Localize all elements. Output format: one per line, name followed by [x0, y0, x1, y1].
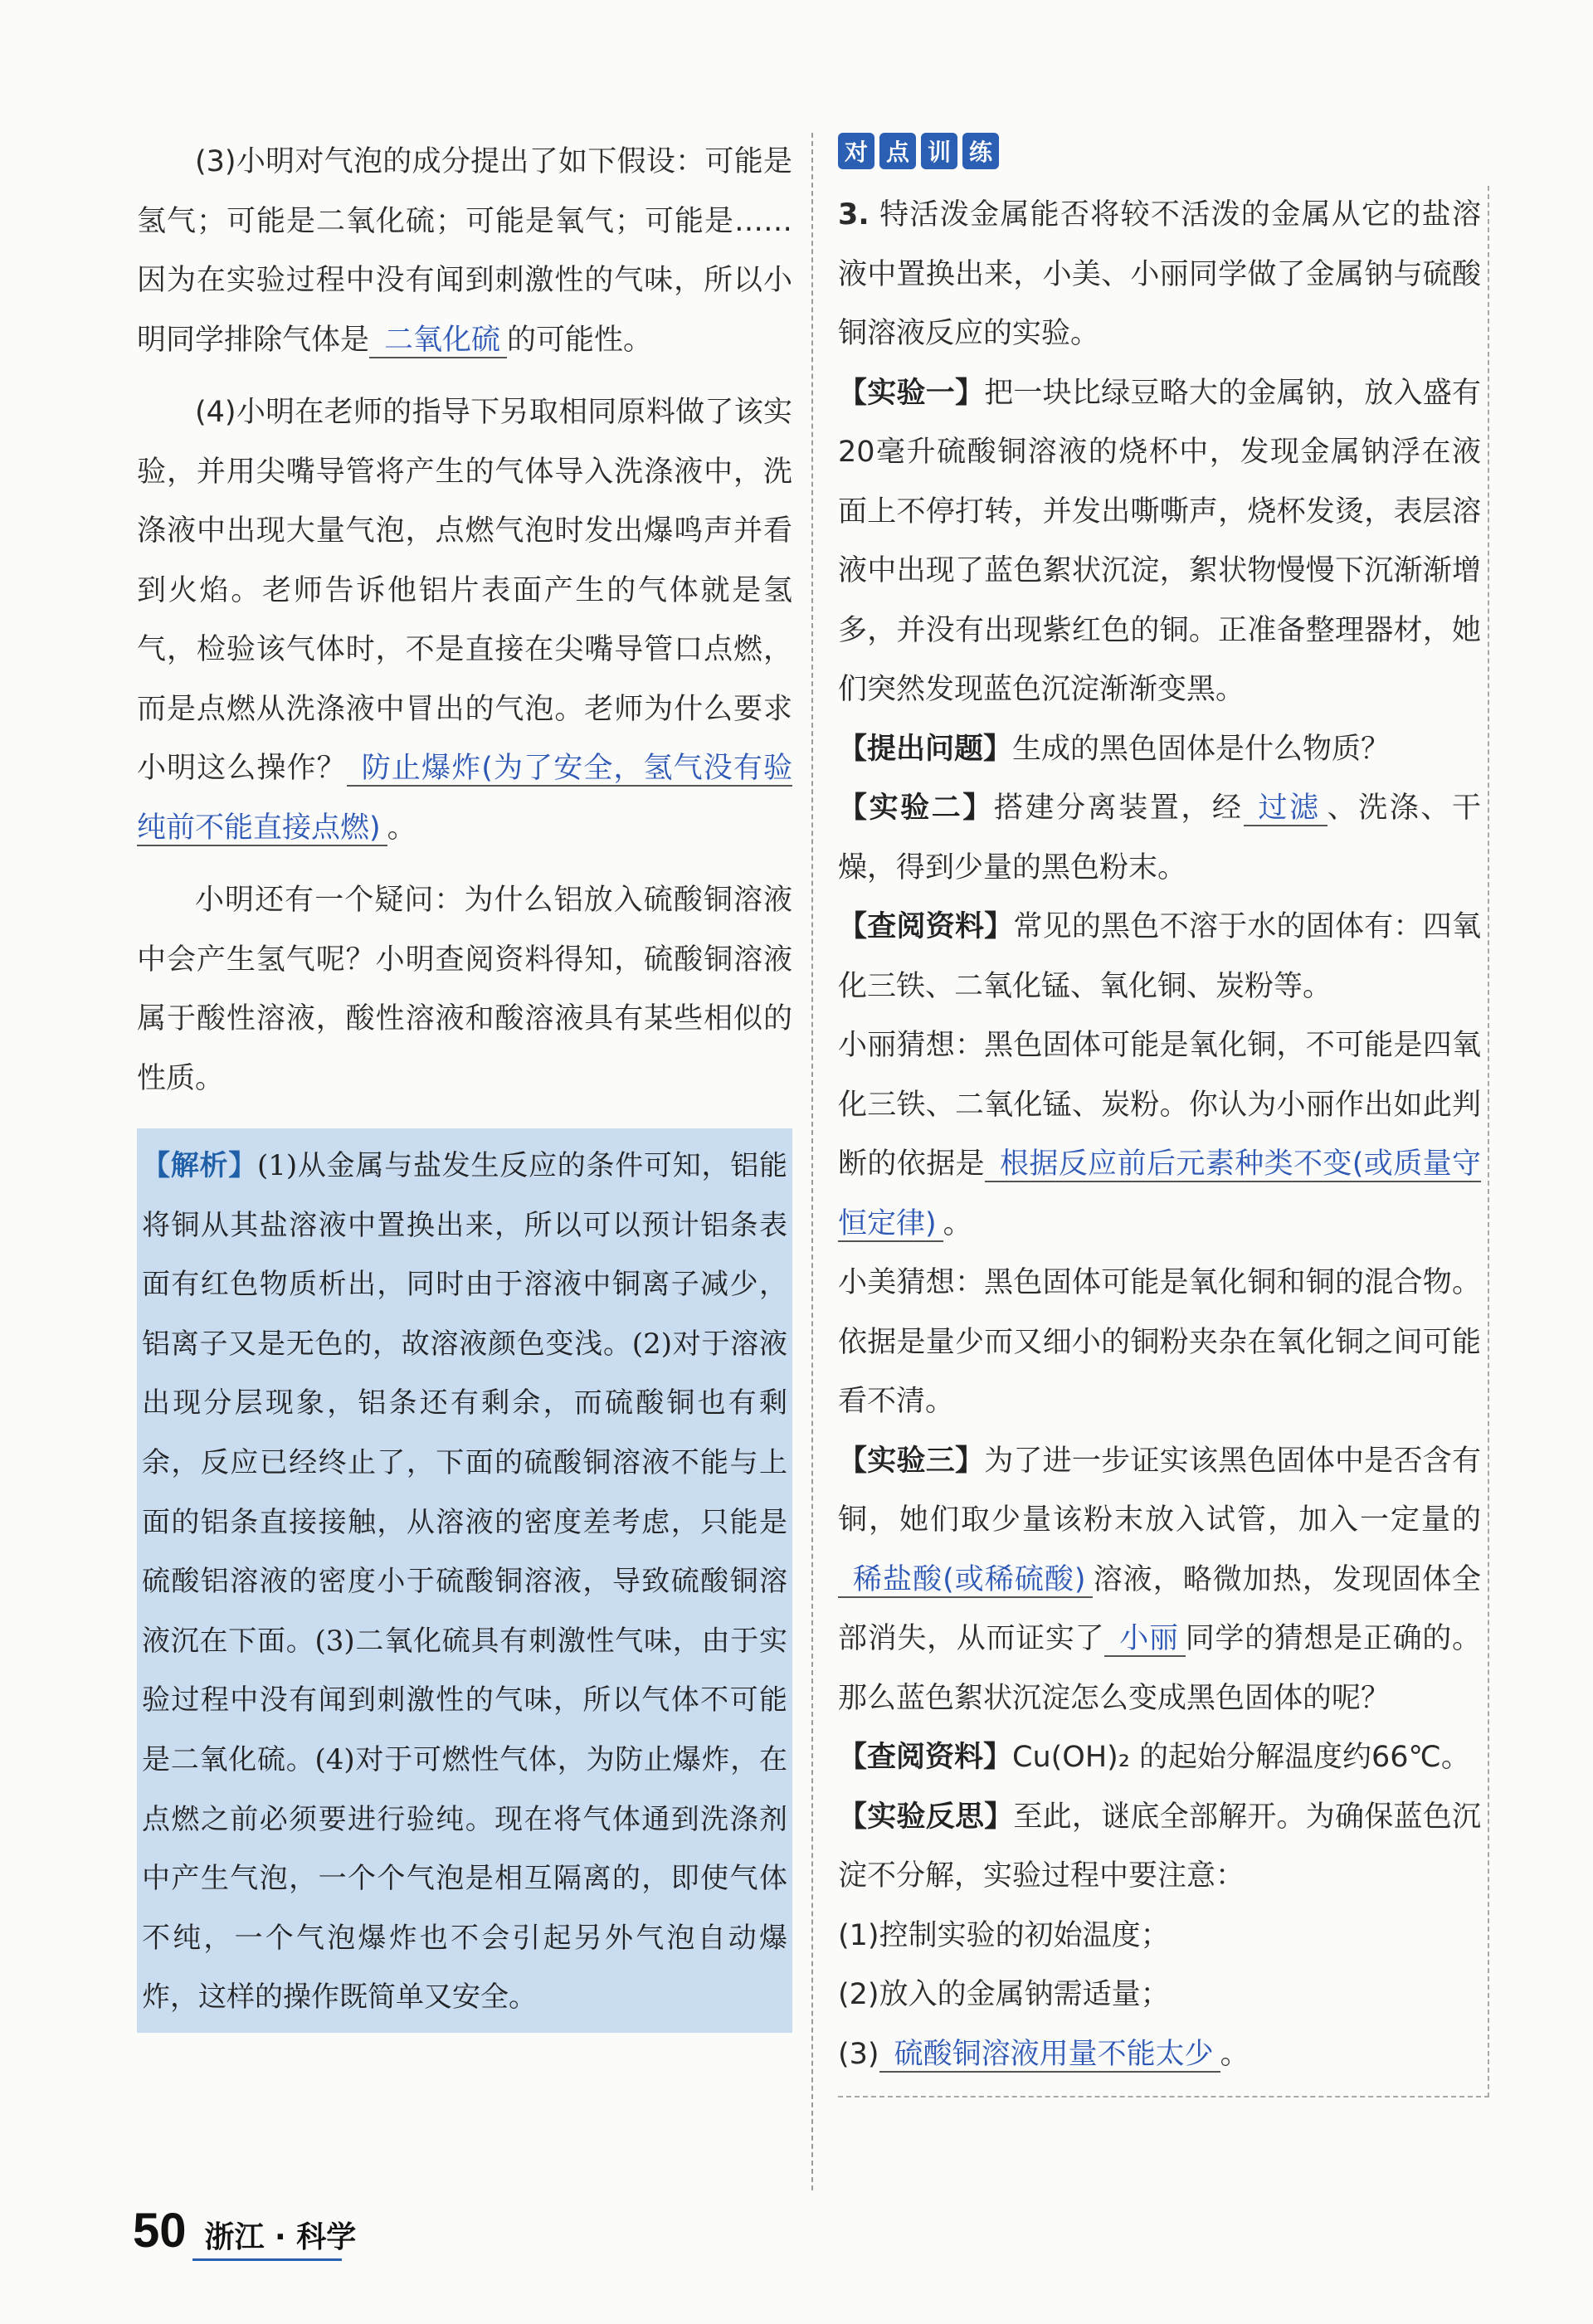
raise-question: 【提出问题】生成的黑色固体是什么物质？: [838, 732, 1391, 766]
book-label: 浙江 · 科学: [204, 2220, 357, 2254]
question-4-text: (4)小明在老师的指导下另取相同原料做了该实验，并用尖嘴导管将产生的气体导入洗涤液中，洗涤液中出现大量气泡，点燃气泡时发出爆鸣声并看到火焰。老师告诉他铝片表面产生的气体就是氢气，检验该气体时，不是直接在尖嘴导管口点燃，而是点燃从洗涤液中冒出的气泡。老师为什么要求小明这么操作？ 防止爆炸(为了安全，氢气没有验纯前不能直接点燃) 。: [137, 396, 792, 845]
right-column: [838, 133, 1489, 2097]
reflection: 【实验反思】至此，谜底全部解开。为确保蓝色沉淀不分解，实验过程中要注意：: [838, 1800, 1481, 1893]
badge-char: 练: [962, 133, 999, 169]
analysis-text: (1)从金属与盐发生反应的条件可知，铝能将铜从其盐溶液中置换出来，所以可以预计铝条表面有红色物质析出，同时由于溶液中铜离子减少，铝离子又是无色的，故溶液颜色变浅。(2)对于溶液出现分层现象，铝条还有剩余，而硫酸铜也有剩余，反应已经终止了，下面的硫酸铜溶液不能与上面的铝条直接接触，从溶液的密度差考虑，只能是硫酸铝溶液的密度小于硫酸铜溶液，导致硫酸铜溶液沉在下面。(3)二氧化硫具有刺激性气味，由于实验过程中没有闻到刺激性的气味，所以气体不可能是二氧化硫。(4)对于可燃性气体，为防止爆炸，在点燃之前必须要进行验纯。现在将气体通到洗涤剂中产生气泡，一个个气泡是相互隔离的，即使气体不纯，一个气泡爆炸也不会引起另外气泡自动爆炸，这样的操作既简单又安全。: [142, 1149, 787, 2015]
answer-blank-q3: 二氧化硫: [369, 324, 507, 358]
page-number: 50: [133, 2204, 187, 2258]
answer-blank-item3: 硫酸铜溶液用量不能太少: [879, 2038, 1220, 2073]
practice-badge: [838, 133, 1489, 169]
answer-blank-xiaoli: 根据反应前后元素种类不变(或质量守恒定律): [838, 1147, 1481, 1240]
experiment-1: 【实验一】把一块比绿豆略大的金属钠，放入盛有20毫升硫酸铜溶液的烧杯中，发现金属钠浮在液面上不停打转，并发出嘶嘶声，烧杯发烫，表层溶液中出现了蓝色絮状沉淀，絮状物慢慢下沉渐渐增多，并没有出现紫红色的铜。正准备整理器材，她们突然发现蓝色沉淀渐渐变黑。: [838, 376, 1481, 706]
analysis-box: [137, 1128, 792, 2033]
answer-blank-exp3-reagent: 稀盐酸(或稀硫酸): [838, 1563, 1093, 1598]
reflection-item-3: (3) 硫酸铜溶液用量不能太少 。: [838, 2037, 1250, 2071]
experiment-3: 【实验三】为了进一步证实该黑色固体中是否含有铜，她们取少量该粉末放入试管，加入一定量的稀盐酸(或稀硫酸) 溶液，略微加热，发现固体全部消失，从而证实了 小丽 同学的猜想是正确的。那么蓝色絮状沉淀怎么变成黑色固体的呢？: [838, 1444, 1481, 1715]
column-divider: [811, 133, 813, 2190]
xiaomei-guess: 小美猜想：黑色固体可能是氧化铜和铜的混合物。依据是量少而又细小的铜粉夹杂在氧化铜之间可能看不清。: [838, 1266, 1481, 1418]
answer-blank-exp2: 过滤: [1244, 792, 1328, 826]
practice-box: [838, 186, 1489, 2097]
page-footer: [133, 2203, 356, 2258]
reflection-item-1: (1)控制实验的初始温度；: [838, 1918, 1170, 1952]
left-column: [137, 133, 792, 2033]
badge-char: 点: [879, 133, 916, 169]
question-3-text: (3)小明对气泡的成分提出了如下假设：可能是氢气；可能是二氧化硫；可能是氧气；可能是……因为在实验过程中没有闻到刺激性的气味，所以小明同学排除气体是 二氧化硫 的可能性。: [137, 145, 792, 357]
extra-question-text: 小明还有一个疑问：为什么铝放入硫酸铜溶液中会产生氢气呢？小明查阅资料得知，硫酸铜溶液属于酸性溶液，酸性溶液和酸溶液具有某些相似的性质。: [137, 884, 792, 1095]
badge-char: 对: [838, 133, 874, 169]
badge-char: 训: [921, 133, 957, 169]
reference-1: 【查阅资料】常见的黑色不溶于水的固体有：四氧化三铁、二氧化锰、氧化铜、炭粉等。: [838, 910, 1481, 1003]
answer-blank-q4: 防止爆炸(为了安全，氢气没有验纯前不能直接点燃): [137, 752, 792, 845]
answer-blank-exp3-person: 小丽: [1104, 1622, 1185, 1657]
analysis-tag: 【解析】: [142, 1149, 258, 1182]
xiaoli-guess: 小丽猜想：黑色固体可能是氧化铜，不可能是四氧化三铁、二氧化锰、炭粉。你认为小丽作出如此判断的依据是 根据反应前后元素种类不变(或质量守恒定律) 。: [838, 1029, 1481, 1240]
experiment-2: 【实验二】搭建分离装置，经 过滤 、洗涤、干燥，得到少量的黑色粉末。: [838, 792, 1481, 884]
reference-2: 【查阅资料】Cu(OH)₂ 的起始分解温度约66℃。: [838, 1741, 1470, 1774]
footer-underline: [192, 2258, 342, 2261]
reflection-item-2: (2)放入的金属钠需适量；: [838, 1978, 1170, 2011]
question-intro: 3. 特活泼金属能否将较不活泼的金属从它的盐溶液中置换出来，小美、小丽同学做了金属钠与硫酸铜溶液反应的实验。: [838, 198, 1481, 350]
